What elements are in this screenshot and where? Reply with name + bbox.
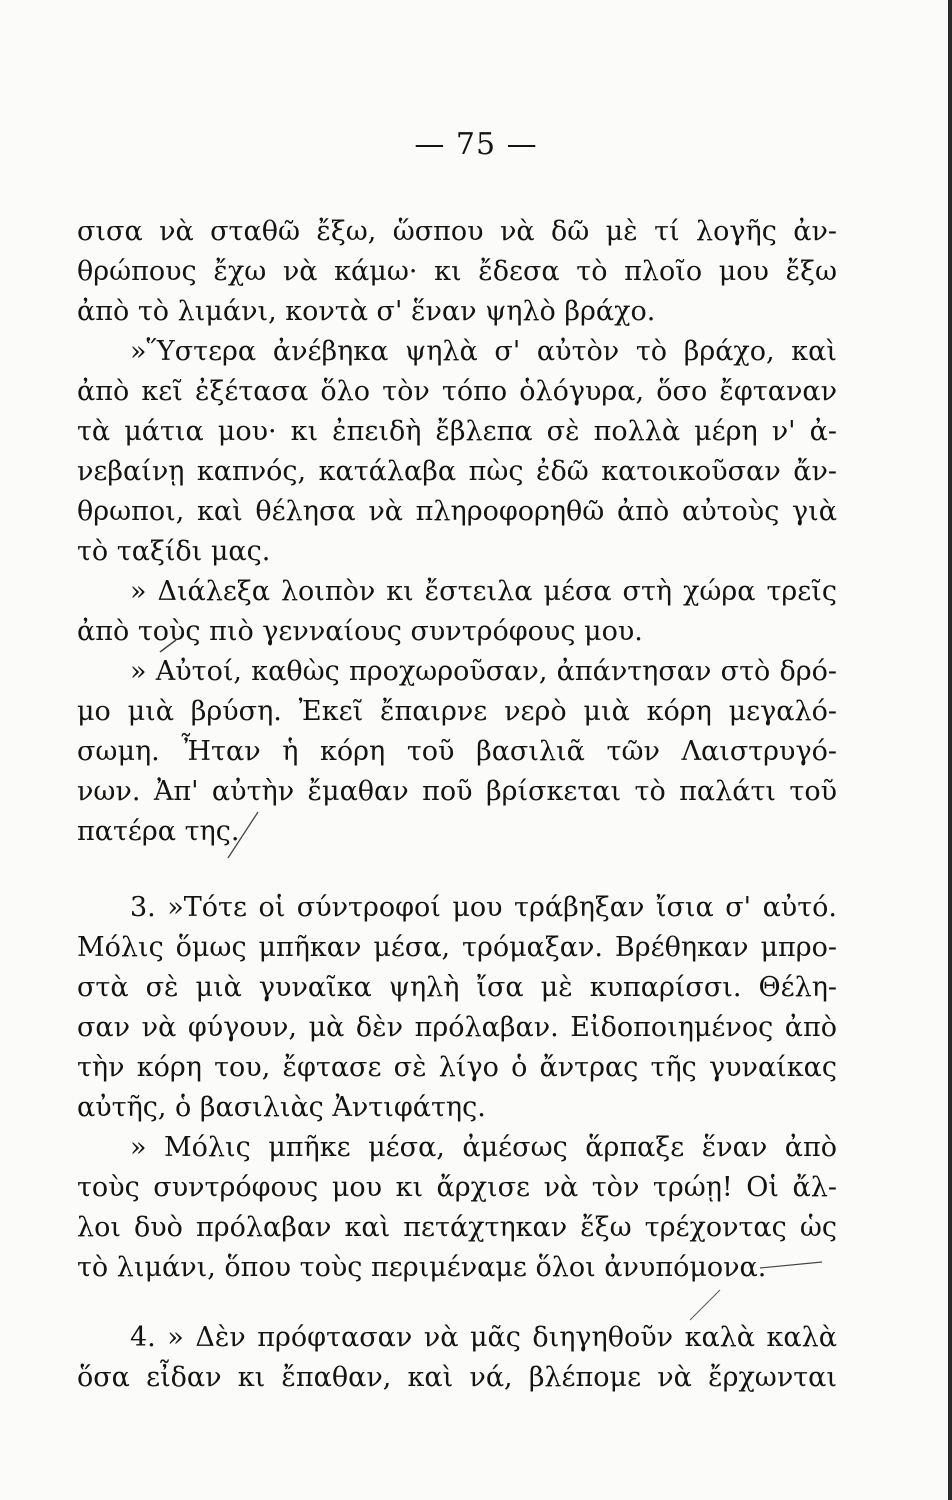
text-line: τοὺς συντρόφους μου κι ἄρχισε νὰ τὸν τρώῃ! Οἱ ἄλ- [77,1172,837,1203]
text-line: πατέρα της. [77,816,240,847]
text-line: ἀπὸ τὸ λιμάνι, κοντὰ σ' ἕναν ψηλὸ βράχο. [77,296,656,327]
page-number: — 75 — [414,127,538,162]
text-line: τὸ ταξίδι μας. [77,536,271,567]
text-line: » Μόλις μπῆκε μέσα, ἀμέσως ἅρπαξε ἕναν ἀπὸ [130,1132,837,1163]
text-line: σισα νὰ σταθῶ ἔξω, ὥσπου νὰ δῶ μὲ τί λογῆς ἀν- [77,216,837,247]
text-line: νων. Ἀπ' αὐτὴν ἔμαθαν ποῦ βρίσκεται τὸ παλάτι τοῦ [77,776,837,807]
text-line: τὴν κόρη του, ἔφτασε σὲ λίγο ὁ ἄντρας τῆς γυναίκας [77,1052,837,1083]
text-line: σαν νὰ φύγουν, μὰ δὲν πρόλαβαν. Εἰδοποιημένος ἀπὸ [77,1012,837,1043]
text-line: » Αὐτοί, καθὼς προχωροῦσαν, ἀπάντησαν στὸ δρό- [130,656,837,687]
text-line: 3. »Τότε οἱ σύντροφοί μου τράβηξαν ἴσια σ' αὐτό. [130,892,837,923]
text-line: τὰ μάτια μου· κι ἐπειδὴ ἔβλεπα σὲ πολλὰ μέρη ν' ἀ- [77,416,837,447]
text-line: μο μιὰ βρύση. Ἐκεῖ ἔπαιρνε νερὸ μιὰ κόρη μεγαλό- [77,696,837,727]
text-line: θρωποι, καὶ θέλησα νὰ πληροφορηθῶ ἀπὸ αὐτοὺς γιὰ [77,496,837,527]
text-line: ἀπὸ τοὺς πιὸ γενναίους συντρόφους μου. [77,616,643,647]
text-line: ἀπὸ κεῖ ἐξέτασα ὅλο τὸν τόπο ὁλόγυρα, ὅσο ἔφταναν [77,376,837,407]
text-line: »Ὕστερα ἀνέβηκα ψηλὰ σ' αὐτὸν τὸ βράχο, καὶ [130,336,837,367]
text-line: ὅσα εἶδαν κι ἔπαθαν, καὶ νά, βλέπομε νὰ ἔρχωνται [77,1362,837,1393]
text-line: νεβαίνῃ καπνός, κατάλαβα πὼς ἐδῶ κατοικοῦσαν ἄν- [77,456,837,487]
text-line: 4. » Δὲν πρόφτασαν νὰ μᾶς διηγηθοῦν καλὰ καλὰ [130,1322,837,1353]
text-line: τὸ λιμάνι, ὅπου τοὺς περιμέναμε ὅλοι ἀνυπόμονα. [77,1252,767,1283]
page-edge [948,0,952,1500]
text-line: σωμη. Ἦταν ἡ κόρη τοῦ βασιλιᾶ τῶν Λαιστρυγό- [77,736,837,767]
text-line: θρώπους ἔχω νὰ κάμω· κι ἔδεσα τὸ πλοῖο μου ἔξω [77,256,837,287]
text-line: Μόλις ὅμως μπῆκαν μέσα, τρόμαξαν. Βρέθηκαν μπρο- [77,932,837,963]
text-line: λοι δυὸ πρόλαβαν καὶ πετάχτηκαν ἔξω τρέχοντας ὡς [77,1212,837,1243]
text-line: στὰ σὲ μιὰ γυναῖκα ψηλὴ ἴσα μὲ κυπαρίσσι. Θέλη- [77,972,837,1003]
text-line: αὐτῆς, ὁ βασιλιὰς Ἀντιφάτης. [77,1092,486,1123]
text-line: » Διάλεξα λοιπὸν κι ἔστειλα μέσα στὴ χώρα τρεῖς [130,576,837,607]
